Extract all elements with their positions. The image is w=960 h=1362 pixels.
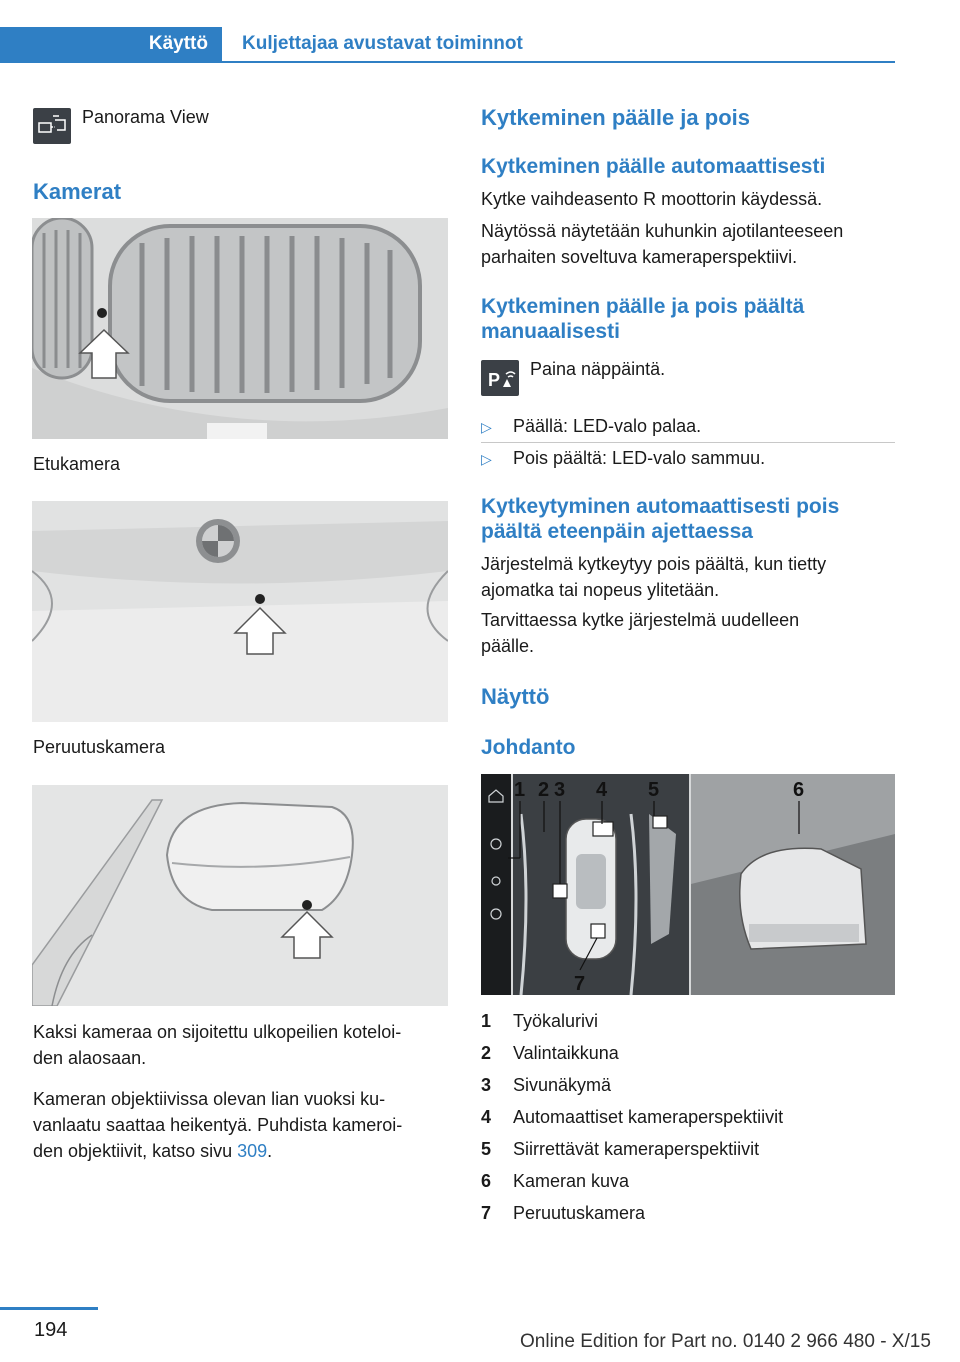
mirror-camera-photo bbox=[32, 785, 448, 1006]
heading-auto-on: Kytkeminen päälle automaattisesti bbox=[481, 155, 826, 178]
paragraph-lens-cleaning bbox=[33, 1086, 402, 1164]
bullet-off bbox=[481, 445, 765, 472]
legend-item-6 bbox=[481, 1168, 629, 1194]
legend-num: 4 bbox=[481, 1107, 492, 1127]
legend-item-2 bbox=[481, 1040, 619, 1066]
bullet-triangle-icon: ▷ bbox=[481, 419, 492, 435]
bullet-on bbox=[481, 413, 701, 440]
heading-cameras: Kamerat bbox=[33, 179, 122, 204]
heading-display: Näyttö bbox=[481, 684, 550, 709]
panorama-view-label: Panorama View bbox=[82, 107, 209, 127]
legend-text: Sivunäkymä bbox=[513, 1075, 612, 1095]
heading-auto-off: Kytkeytyminen automaattisesti pois päältä eteenpäin ajettaessa bbox=[481, 495, 840, 543]
paragraph-auto-off-1: Järjestelmä kytkeytyy pois päältä, kun tietty ajomatka tai nopeus ylitetään. bbox=[481, 554, 827, 600]
panorama-view-icon bbox=[33, 108, 71, 144]
legend-num: 3 bbox=[481, 1075, 492, 1095]
bullet-triangle-icon: ▷ bbox=[481, 451, 492, 467]
bullet-off-text: Pois päältä: LED-valo sammuu. bbox=[513, 448, 766, 468]
callout-7: 7 bbox=[574, 973, 586, 995]
paragraph-auto-on-1: Kytke vaihdeasento R moottorin käydessä. bbox=[481, 189, 823, 209]
callout-5: 5 bbox=[648, 779, 660, 801]
legend-num: 5 bbox=[481, 1139, 492, 1159]
park-assist-button-icon bbox=[481, 360, 519, 396]
paragraph-lens-end: . bbox=[267, 1141, 273, 1161]
heading-intro: Johdanto bbox=[481, 736, 576, 759]
front-camera-photo bbox=[32, 218, 448, 439]
heading-manual: Kytkeminen päälle ja pois päältä manuaalisesti bbox=[481, 295, 805, 343]
paragraph-auto-off-2: Tarvittaessa kytke järjestelmä uudelleen päälle. bbox=[481, 610, 800, 656]
legend-item-4 bbox=[481, 1104, 783, 1130]
legend-text: Kameran kuva bbox=[513, 1171, 630, 1191]
legend-item-1 bbox=[481, 1008, 598, 1034]
legend-num: 2 bbox=[481, 1043, 492, 1063]
callout-3: 3 bbox=[554, 779, 566, 801]
legend-item-3 bbox=[481, 1072, 611, 1098]
paragraph-lens-text: Kameran objektiivissa olevan lian vuoksi ku- vanlaatu saattaa heikentyä. Puhdista kameroi- den objektiivit, katso sivu bbox=[33, 1089, 403, 1161]
rear-camera-photo bbox=[32, 501, 448, 722]
paragraph-auto-on-2: Näytössä näytetään kuhunkin ajotilanteeseen parhaiten soveltuva kameraperspektiivi. bbox=[481, 221, 844, 267]
section-tab: Käyttö bbox=[0, 27, 222, 61]
caption-front-camera: Etukamera bbox=[33, 454, 121, 474]
legend-num: 6 bbox=[481, 1171, 492, 1191]
display-figure bbox=[481, 774, 895, 995]
heading-switch-on-off: Kytkeminen päälle ja pois bbox=[481, 105, 750, 130]
legend-num: 7 bbox=[481, 1203, 492, 1223]
legend-text: Valintaikkuna bbox=[513, 1043, 619, 1063]
legend-num: 1 bbox=[481, 1011, 492, 1031]
page-number: 194 bbox=[34, 1319, 68, 1341]
footer-rule bbox=[0, 1307, 98, 1310]
callout-2: 2 bbox=[538, 779, 550, 801]
caption-rear-camera: Peruutuskamera bbox=[33, 737, 166, 757]
paragraph-mirror-cameras: Kaksi kameraa on sijoitettu ulkopeilien koteloi- den alaosaan. bbox=[33, 1022, 402, 1068]
edition-note: Online Edition for Part no. 0140 2 966 480 - X/15 bbox=[520, 1331, 931, 1352]
page-link-309[interactable]: 309 bbox=[237, 1141, 268, 1161]
legend-item-5 bbox=[481, 1136, 759, 1162]
chapter-title: Kuljettajaa avustavat toiminnot bbox=[242, 33, 523, 54]
callout-1: 1 bbox=[514, 779, 526, 801]
legend-text: Automaattiset kameraperspektiivit bbox=[513, 1107, 784, 1127]
callout-6: 6 bbox=[793, 779, 805, 801]
svg-text:P: P bbox=[488, 370, 501, 390]
press-button-text: Paina näppäintä. bbox=[530, 359, 666, 379]
callout-4: 4 bbox=[596, 779, 608, 801]
page-header bbox=[0, 27, 895, 63]
legend-text: Peruutuskamera bbox=[513, 1203, 646, 1223]
legend-item-7 bbox=[481, 1200, 645, 1226]
legend-text: Siirrettävät kameraperspektiivit bbox=[513, 1139, 760, 1159]
bullet-divider bbox=[481, 442, 895, 443]
legend-text: Työkalurivi bbox=[513, 1011, 599, 1031]
bullet-on-text: Päällä: LED-valo palaa. bbox=[513, 416, 702, 436]
